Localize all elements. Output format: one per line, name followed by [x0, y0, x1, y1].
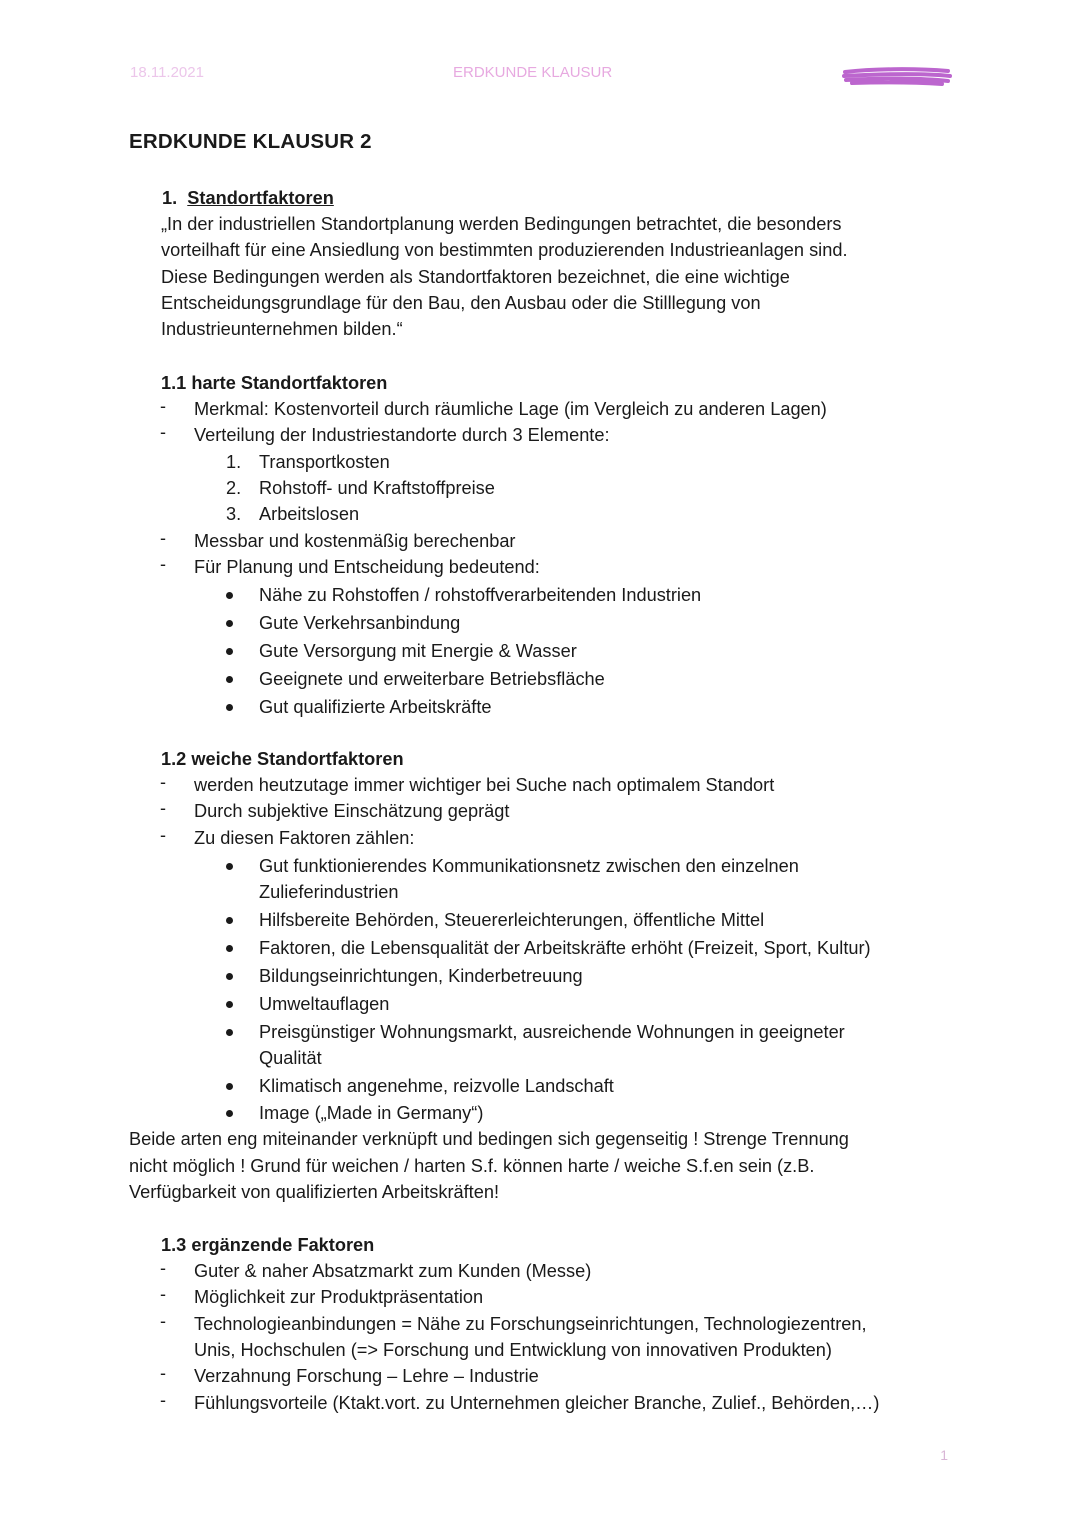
bullet-item: Gute Versorgung mit Energie & Wasser — [259, 641, 577, 661]
list-item: Messbar und kostenmäßig berechenbar — [194, 531, 516, 551]
header-date: 18.11.2021 — [130, 64, 204, 81]
dash-marker: - — [160, 396, 166, 416]
bullet-marker — [226, 704, 233, 711]
quote-line: vorteilhaft für eine Ansiedlung von bestimmten produzierenden Industrieanlagen sind. — [161, 240, 848, 260]
bullet-item: Image („Made in Germany“) — [259, 1103, 484, 1123]
list-item: Merkmal: Kostenvorteil durch räumliche Lage (im Vergleich zu anderen Lagen) — [194, 399, 827, 419]
bullet-item-continuation: Qualität — [259, 1048, 322, 1068]
list-item: Zu diesen Faktoren zählen: — [194, 828, 415, 848]
bullet-marker — [226, 620, 233, 627]
dash-marker: - — [160, 1363, 166, 1383]
quote-line: Diese Bedingungen werden als Standortfaktoren bezeichnet, die eine wichtige — [161, 267, 790, 287]
note-line: Verfügbarkeit von qualifizierten Arbeitskräften! — [129, 1182, 500, 1202]
bullet-marker — [226, 676, 233, 683]
bullet-item: Gut qualifizierte Arbeitskräfte — [259, 697, 492, 717]
bullet-item: Gute Verkehrsanbindung — [259, 613, 461, 633]
numbered-item: Transportkosten — [259, 452, 390, 472]
section-1-number: 1. — [162, 188, 178, 208]
bullet-item: Bildungseinrichtungen, Kinderbetreuung — [259, 966, 583, 986]
list-item: Verteilung der Industriestandorte durch 3 Elemente: — [194, 425, 610, 445]
dash-marker: - — [160, 772, 166, 792]
redaction-scribble — [842, 66, 952, 86]
list-item: Verzahnung Forschung – Lehre – Industrie — [194, 1366, 539, 1386]
list-number: 1. — [226, 452, 242, 472]
bullet-marker — [226, 1001, 233, 1008]
dash-marker: - — [160, 1390, 166, 1410]
numbered-item: Arbeitslosen — [259, 504, 360, 524]
bullet-item: Faktoren, die Lebensqualität der Arbeitskräfte erhöht (Freizeit, Sport, Kultur) — [259, 938, 871, 958]
bullet-marker — [226, 945, 233, 952]
section-1-title: Standortfaktoren — [187, 188, 334, 208]
list-item: Fühlungsvorteile (Ktakt.vort. zu Unternehmen gleicher Branche, Zulief., Behörden,…) — [194, 1393, 880, 1413]
bullet-marker — [226, 1083, 233, 1090]
bullet-marker — [226, 592, 233, 599]
dash-marker: - — [160, 528, 166, 548]
dash-marker: - — [160, 1284, 166, 1304]
bullet-item-continuation: Zulieferindustrien — [259, 882, 399, 902]
bullet-item: Preisgünstiger Wohnungsmarkt, ausreichende Wohnungen in geeigneter — [259, 1022, 845, 1042]
note-line: Beide arten eng miteinander verknüpft und bedingen sich gegenseitig ! Strenge Trennung — [129, 1129, 849, 1149]
dash-marker: - — [160, 1258, 166, 1278]
list-item: Durch subjektive Einschätzung geprägt — [194, 801, 510, 821]
quote-line: „In der industriellen Standortplanung werden Bedingungen betrachtet, die besonders — [161, 214, 842, 234]
section-1-1-heading: 1.1 harte Standortfaktoren — [161, 373, 388, 393]
numbered-item: Rohstoff- und Kraftstoffpreise — [259, 478, 495, 498]
bullet-item: Umweltauflagen — [259, 994, 390, 1014]
bullet-marker — [226, 917, 233, 924]
bullet-item: Nähe zu Rohstoffen / rohstoffverarbeitenden Industrien — [259, 585, 702, 605]
section-1-3-heading: 1.3 ergänzende Faktoren — [161, 1235, 375, 1255]
list-item: Guter & naher Absatzmarkt zum Kunden (Messe) — [194, 1261, 592, 1281]
bullet-marker — [226, 648, 233, 655]
list-item-continuation: Unis, Hochschulen (=> Forschung und Entwicklung von innovativen Produkten) — [194, 1340, 832, 1360]
bullet-marker — [226, 1029, 233, 1036]
document-title: ERDKUNDE KLAUSUR 2 — [129, 130, 372, 153]
section-1-2-heading: 1.2 weiche Standortfaktoren — [161, 749, 404, 769]
bullet-marker — [226, 863, 233, 870]
section-1-heading — [162, 185, 334, 211]
list-item: werden heutzutage immer wichtiger bei Suche nach optimalem Standort — [194, 775, 775, 795]
list-item: Möglichkeit zur Produktpräsentation — [194, 1287, 484, 1307]
bullet-item: Geeignete und erweiterbare Betriebsfläche — [259, 669, 605, 689]
quote-line: Entscheidungsgrundlage für den Bau, den Ausbau oder die Stilllegung von — [161, 293, 761, 313]
bullet-item: Hilfsbereite Behörden, Steuererleichterungen, öffentliche Mittel — [259, 910, 765, 930]
list-number: 3. — [226, 504, 242, 524]
note-line: nicht möglich ! Grund für weichen / harten S.f. können harte / weiche S.f.en sein (z.B. — [129, 1156, 815, 1176]
list-item: Technologieanbindungen = Nähe zu Forschungseinrichtungen, Technologiezentren, — [194, 1314, 867, 1334]
dash-marker: - — [160, 825, 166, 845]
quote-line: Industrieunternehmen bilden.“ — [161, 319, 403, 339]
dash-marker: - — [160, 1311, 166, 1331]
bullet-item: Klimatisch angenehme, reizvolle Landschaft — [259, 1076, 614, 1096]
header-title: ERDKUNDE KLAUSUR — [453, 64, 613, 81]
bullet-marker — [226, 1110, 233, 1117]
list-item: Für Planung und Entscheidung bedeutend: — [194, 557, 540, 577]
dash-marker: - — [160, 422, 166, 442]
dash-marker: - — [160, 554, 166, 574]
bullet-marker — [226, 973, 233, 980]
dash-marker: - — [160, 798, 166, 818]
bullet-item: Gut funktionierendes Kommunikationsnetz zwischen den einzelnen — [259, 856, 799, 876]
page-number: 1 — [940, 1447, 948, 1463]
list-number: 2. — [226, 478, 242, 498]
